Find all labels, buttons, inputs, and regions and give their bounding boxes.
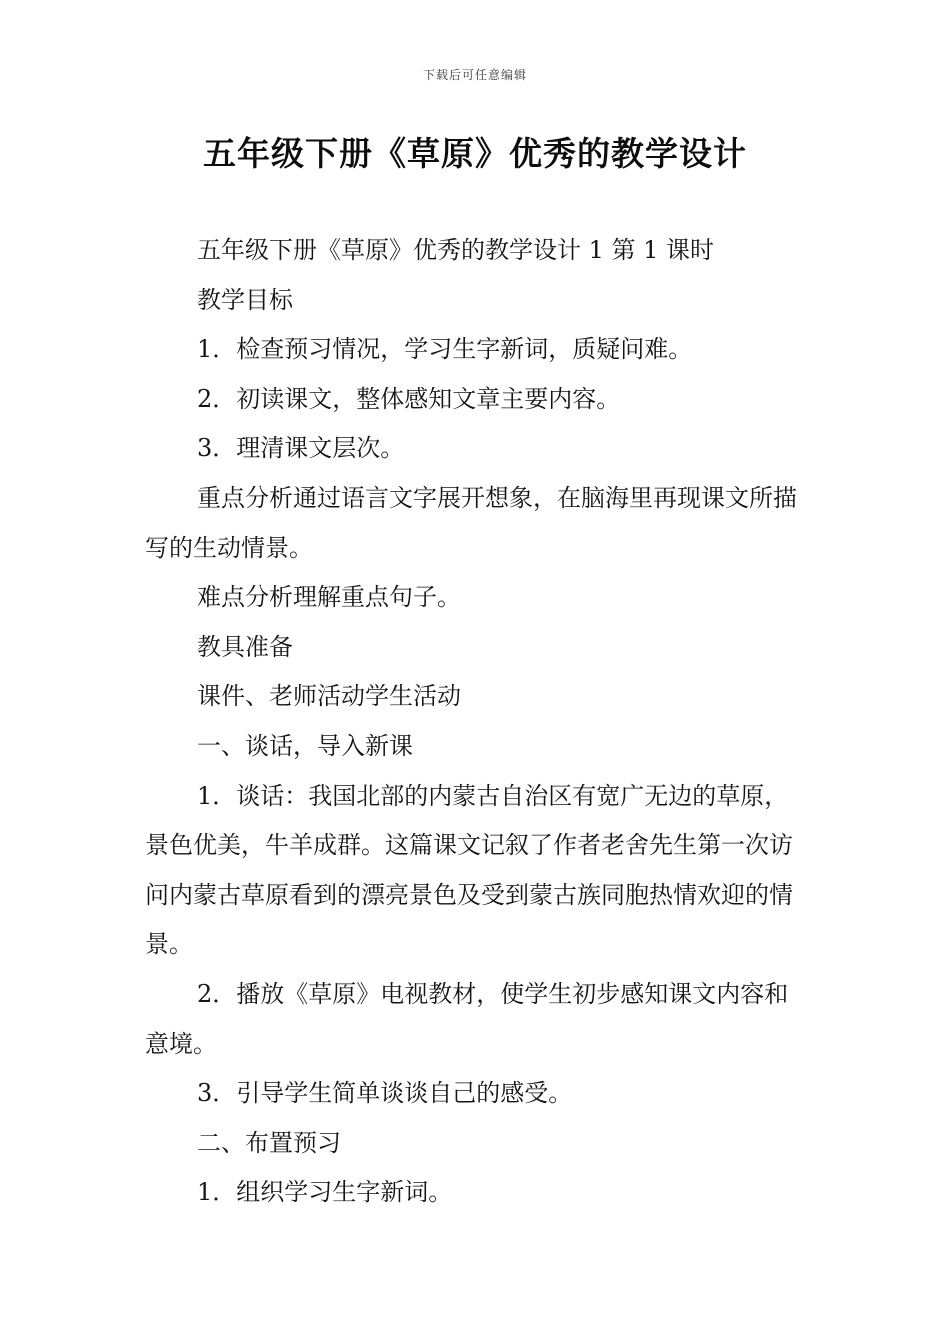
paragraph-section-1-item-1: 1．谈话：我国北部的内蒙古自治区有宽广无边的草原，景色优美，牛羊成群。这篇课文记叙了作者老舍先生第一次访问内蒙古草原看到的漂亮景色及受到蒙古族同胞热情欢迎的情景。: [145, 781, 793, 959]
paragraph-lesson-heading: 五年级下册《草原》优秀的教学设计 1 第 1 课时: [197, 236, 715, 264]
paragraph-teaching-goals: 教学目标: [197, 285, 293, 314]
paragraph-section-1-item-3: 3．引导学生简单谈谈自己的感受。: [197, 1079, 573, 1108]
paragraph-section-1: 一、谈话，导入新课: [197, 731, 413, 760]
paragraph-goal-3: 3．理清课文层次。: [197, 434, 405, 463]
paragraph-key-points: 重点分析通过语言文字展开想象，在脑海里再现课文所描写的生动情景。: [145, 483, 797, 562]
paragraph-materials: 课件、老师活动学生活动: [197, 682, 461, 711]
paragraph-section-2: 二、布置预习: [197, 1128, 341, 1157]
document-title: 五年级下册《草原》优秀的教学设计: [203, 134, 747, 173]
paragraph-goal-1: 1．检查预习情况，学习生字新词，质疑问难。: [197, 335, 693, 364]
paragraph-materials-heading: 教具准备: [197, 632, 293, 661]
header-note: 下载后可任意编辑: [422, 68, 527, 82]
paragraph-difficulties: 难点分析理解重点句子。: [197, 583, 461, 612]
paragraph-section-2-item-1: 1．组织学习生字新词。: [197, 1178, 453, 1207]
paragraph-section-1-item-2: 2．播放《草原》电视教材，使学生初步感知课文内容和意境。: [145, 979, 789, 1058]
document-body: [145, 226, 810, 1218]
paragraph-goal-2: 2．初读课文，整体感知文章主要内容。: [197, 384, 621, 413]
